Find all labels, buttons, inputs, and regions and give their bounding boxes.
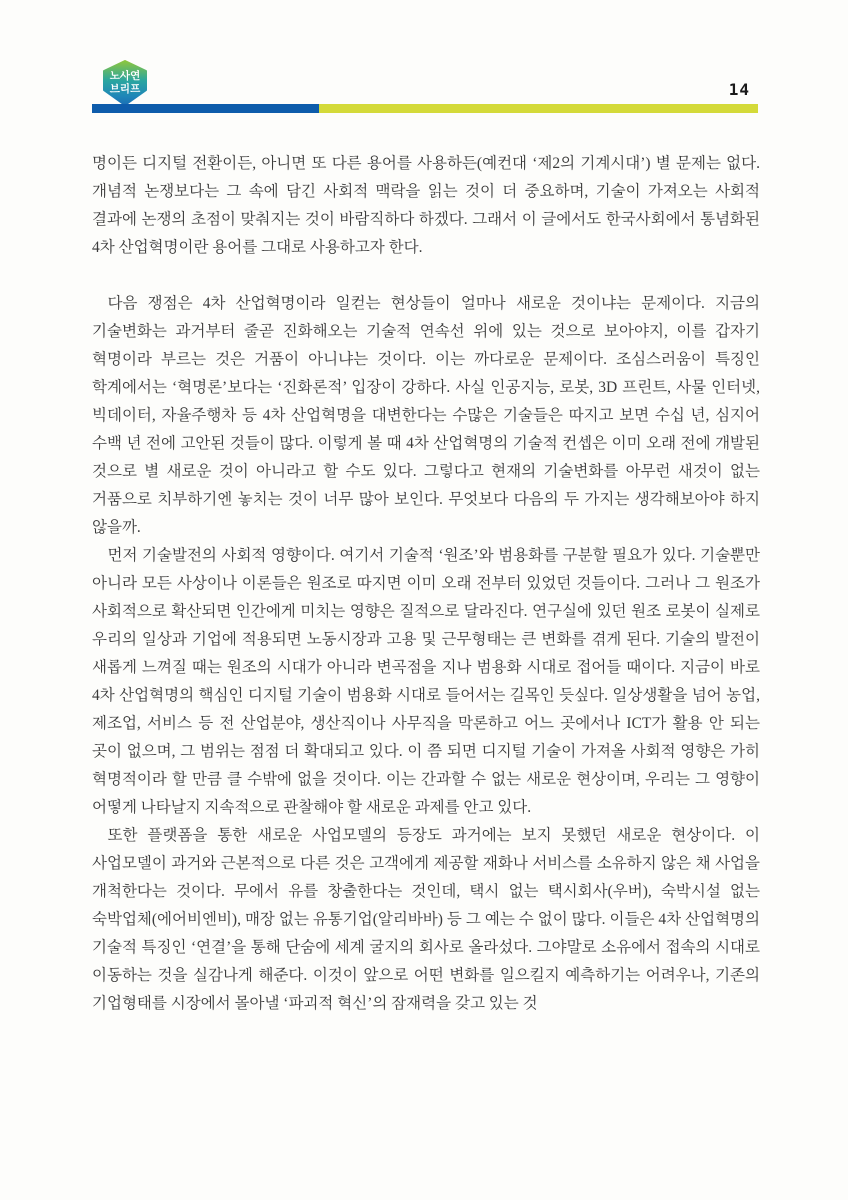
header-divider-bar [92, 104, 758, 113]
header-bar-yellow-segment [319, 104, 758, 113]
header-bar-blue-segment [92, 104, 319, 113]
body-paragraph-1: 명이든 디지털 전환이든, 아니면 또 다른 용어를 사용하든(예컨대 ‘제2의 기계시대’) 별 문제는 없다. 개념적 논쟁보다는 그 속에 담긴 사회적 맥락을 읽는 것이 더 중요하며, 기술이 가져오는 사회적 결과에 논쟁의 초점이 맞춰지는 것이 바람직하다 하겠다. 그래서 이 글에서도 한국사회에서 통념화된 4차 산업혁명이란 용어를 그대로 사용하고자 한다. [92, 155, 760, 256]
document-body [92, 150, 760, 1018]
logo-text-line2: 브리프 [109, 83, 141, 95]
page-number: 14 [728, 80, 750, 99]
body-paragraph-3: 먼저 기술발전의 사회적 영향이다. 여기서 기술적 ‘원조’와 범용화를 구분할 필요가 있다. 기술뿐만 아니라 모든 사상이나 이론들은 원조로 따지면 이미 오래 전부터 있었던 것들이다. 그러나 그 원조가 사회적으로 확산되면 인간에게 미치는 영향은 질적으로 달라진다. 연구실에 있던 원조 로봇이 실제로 우리의 일상과 기업에 적용되면 노동시장과 고용 및 근무형태는 큰 변화를 겪게 된다. 기술의 발전이 새롭게 느껴질 때는 원조의 시대가 아니라 변곡점을 지나 범용화 시대로 접어들 때이다. 지금이 바로 4차 산업혁명의 핵심인 디지털 기술이 범용화 시대로 들어서는 길목인 듯싶다. 일상생활을 넘어 농업, 제조업, 서비스 등 전 산업분야, 생산직이나 사무직을 막론하고 어느 곳에서나 ICT가 활용 안 되는 곳이 없으며, 그 범위는 점점 더 확대되고 있다. 이 쯤 되면 디지털 기술이 가져올 사회적 영향은 가히 혁명적이라 할 만큼 클 수밖에 없을 것이다. 이는 간과할 수 없는 새로운 현상이며, 우리는 그 영향이 어떻게 나타날지 지속적으로 관찰해야 할 새로운 과제를 안고 있다. [92, 547, 760, 816]
logo-text-line1: 노사연 [109, 70, 141, 82]
body-paragraph-2: 다음 쟁점은 4차 산업혁명이라 일컫는 현상들이 얼마나 새로운 것이냐는 문제이다. 지금의 기술변화는 과거부터 줄곧 진화해오는 기술적 연속선 위에 있는 것으로 보아야지, 이를 갑자기 혁명이라 부르는 것은 거품이 아니냐는 것이다. 이는 까다로운 문제이다. 조심스러움이 특징인 학계에서는 ‘혁명론’보다는 ‘진화론적’ 입장이 강하다. 사실 인공지능, 로봇, 3D 프린트, 사물 인터넷, 빅데이터, 자율주행차 등 4차 산업혁명을 대변한다는 수많은 기술들은 따지고 보면 수십 년, 심지어 수백 년 전에 고안된 것들이 많다. 이렇게 볼 때 4차 산업혁명의 기술적 컨셉은 이미 오래 전에 개발된 것으로 별 새로운 것이 아니라고 할 수도 있다. 그렇다고 현재의 기술변화를 아무런 새것이 없는 거품으로 치부하기엔 놓치는 것이 너무 많아 보인다. 무엇보다 다음의 두 가지는 생각해보아야 하지 않을까. [92, 295, 760, 536]
body-paragraph-4: 또한 플랫폼을 통한 새로운 사업모델의 등장도 과거에는 보지 못했던 새로운 현상이다. 이 사업모델이 과거와 근본적으로 다른 것은 고객에게 제공할 재화나 서비스를 소유하지 않은 채 사업을 개척한다는 것이다. 무에서 유를 창출한다는 것인데, 택시 없는 택시회사(우버), 숙박시설 없는 숙박업체(에어비엔비), 매장 없는 유통기업(알리바바) 등 그 예는 수 없이 많다. 이들은 4차 산업혁명의 기술적 특징인 ‘연결’을 통해 단숨에 세계 굴지의 회사로 올라섰다. 그야말로 소유에서 접속의 시대로 이동하는 것을 실감나게 해준다. 이것이 앞으로 어떤 변화를 일으킬지 예측하기는 어려우나, 기존의 기업형태를 시장에서 몰아낼 ‘파괴적 혁신’의 잠재력을 갖고 있는 것 [92, 827, 760, 1012]
nosayeon-brief-logo-icon [101, 60, 149, 106]
